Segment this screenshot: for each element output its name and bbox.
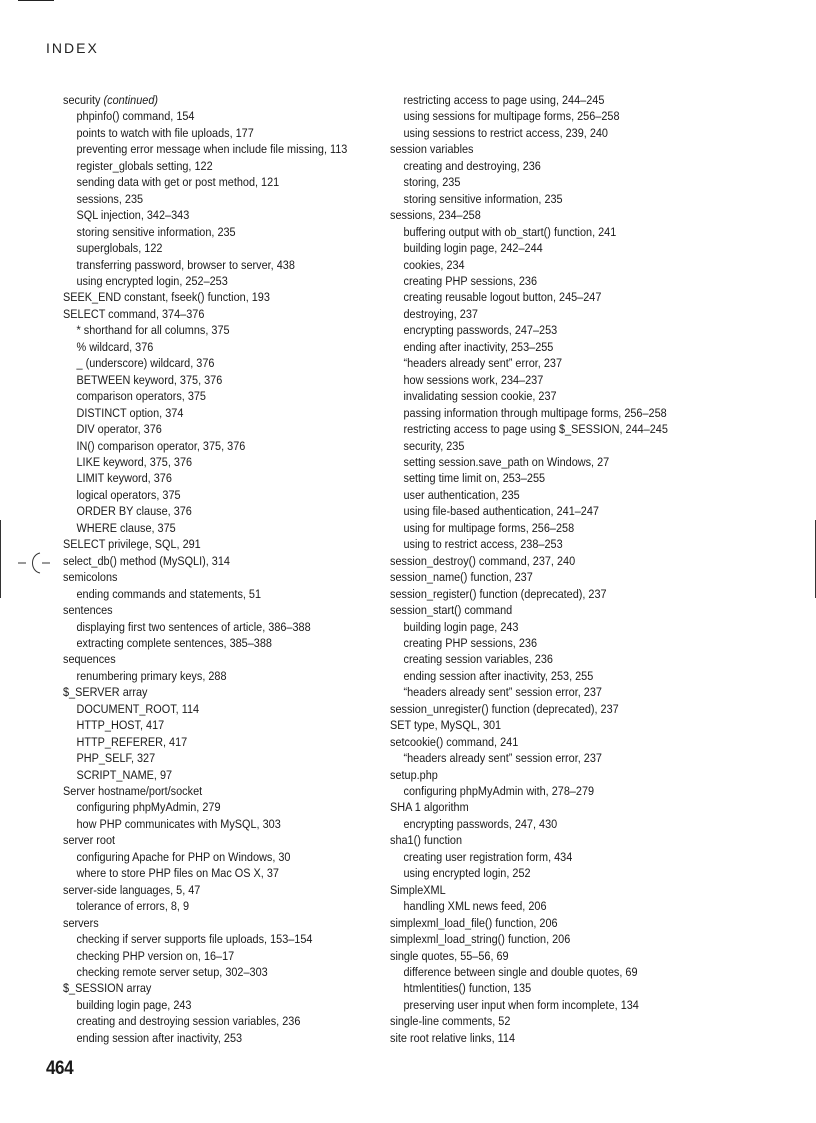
- index-subentry: [390, 454, 668, 470]
- index-subentry: [390, 898, 668, 914]
- entry-text: buffering output with ob_start() function, 241: [403, 224, 617, 239]
- index-entry: [390, 141, 668, 157]
- entry-text: HTTP_HOST, 417: [76, 718, 165, 733]
- index-subentry: [390, 322, 668, 338]
- index-entry: [63, 882, 347, 898]
- index-subentry: [390, 224, 668, 240]
- entry-text: * shorthand for all columns, 375: [76, 323, 230, 338]
- index-subentry: [63, 734, 347, 750]
- entry-text: superglobals, 122: [76, 241, 163, 256]
- entry-text: building login page, 242–244: [403, 241, 543, 256]
- index-subentry: [63, 931, 347, 947]
- entry-text: how PHP communicates with MySQL, 303: [76, 816, 281, 831]
- entry-text: handling XML news feed, 206: [403, 899, 547, 914]
- index-entry: [390, 569, 668, 585]
- index-entry: [390, 931, 668, 947]
- index-entry: [63, 602, 347, 618]
- index-subentry: [390, 783, 668, 799]
- entry-text: preserving user input when form incomplete, 134: [403, 997, 639, 1012]
- entry-text: BETWEEN keyword, 375, 376: [76, 372, 223, 387]
- entry-text: using to restrict access, 238–253: [403, 537, 563, 552]
- entry-text: SELECT command, 374–376: [63, 306, 205, 321]
- entry-text: “headers already sent” session error, 237: [403, 685, 602, 700]
- index-entry: [63, 915, 347, 931]
- entry-text: simplexml_load_string() function, 206: [390, 932, 571, 947]
- entry-text: creating PHP sessions, 236: [403, 273, 538, 288]
- entry-text: transferring password, browser to server, 438: [76, 257, 295, 272]
- entry-text: using for multipage forms, 256–258: [403, 520, 575, 535]
- index-entry: [390, 915, 668, 931]
- entry-text: ending after inactivity, 253–255: [403, 339, 554, 354]
- entry-text: DIV operator, 376: [76, 422, 162, 437]
- index-subentry: [63, 224, 347, 240]
- index-subentry: [63, 767, 347, 783]
- index-entry: [390, 882, 668, 898]
- entry-text: storing sensitive information, 235: [76, 224, 236, 239]
- entry-text: LIMIT keyword, 376: [76, 471, 172, 486]
- index-subentry: [63, 997, 347, 1013]
- index-entry: [63, 289, 347, 305]
- entry-text: extracting complete sentences, 385–388: [76, 635, 272, 650]
- crop-mark-top: [18, 0, 54, 1]
- entry-text: configuring phpMyAdmin with, 278–279: [403, 784, 595, 799]
- index-subentry: [63, 586, 347, 602]
- entry-text: logical operators, 375: [76, 487, 181, 502]
- index-subentry: [63, 701, 347, 717]
- index-subentry: [390, 816, 668, 832]
- entry-text: ending commands and statements, 51: [76, 586, 262, 601]
- entry-text: session_start() command: [390, 603, 513, 618]
- index-subentry: [390, 520, 668, 536]
- entry-text: security: [63, 93, 101, 107]
- index-subentry: [63, 372, 347, 388]
- index-subentry: [63, 948, 347, 964]
- index-subentry: [390, 306, 668, 322]
- index-subentry: [63, 355, 347, 371]
- entry-text: PHP_SELF, 327: [76, 751, 156, 766]
- index-entry: [390, 1013, 668, 1029]
- index-subentry: [63, 438, 347, 454]
- entry-text: storing, 235: [403, 175, 461, 190]
- index-subentry: [63, 322, 347, 338]
- index-subentry: [390, 240, 668, 256]
- entry-text: sessions, 234–258: [390, 208, 481, 223]
- index-entry: [63, 651, 347, 667]
- entry-text: comparison operators, 375: [76, 389, 206, 404]
- index-subentry: [390, 108, 668, 124]
- index-subentry: [63, 141, 347, 157]
- index-entry: [390, 717, 668, 733]
- entry-text: SELECT privilege, SQL, 291: [63, 537, 201, 552]
- entry-text: sentences: [63, 603, 113, 618]
- index-subentry: [63, 388, 347, 404]
- entry-text: IN() comparison operator, 375, 376: [76, 438, 246, 453]
- index-subentry: [63, 799, 347, 815]
- index-subentry: [390, 372, 668, 388]
- entry-text: SimpleXML: [390, 882, 446, 897]
- index-subentry: [390, 651, 668, 667]
- index-entry: [390, 948, 668, 964]
- entry-qualifier: (continued): [103, 93, 159, 107]
- binding-mark-icon: [18, 550, 50, 576]
- entry-text: cookies, 234: [403, 257, 465, 272]
- index-subentry: [63, 668, 347, 684]
- index-subentry: [390, 125, 668, 141]
- index-entry: [390, 586, 668, 602]
- index-subentry: [390, 92, 668, 108]
- index-subentry: [390, 684, 668, 700]
- index-column-left: [63, 92, 347, 1046]
- entry-text: site root relative links, 114: [390, 1030, 516, 1045]
- index-subentry: [390, 536, 668, 552]
- index-entry: [390, 701, 668, 717]
- index-subentry: [63, 964, 347, 980]
- index-subentry: [390, 191, 668, 207]
- entry-text: session_unregister() function (deprecated), 237: [390, 701, 619, 716]
- index-entry: [390, 207, 668, 223]
- entry-text: using sessions for multipage forms, 256–258: [403, 109, 620, 124]
- index-subentry: [63, 421, 347, 437]
- index-subentry: [63, 257, 347, 273]
- entry-text: servers: [63, 915, 99, 930]
- entry-text: using encrypted login, 252: [403, 866, 531, 881]
- entry-text: creating reusable logout button, 245–247: [403, 290, 602, 305]
- entry-text: security, 235: [403, 438, 465, 453]
- index-entry: [390, 1030, 668, 1046]
- entry-text: htmlentities() function, 135: [403, 981, 532, 996]
- entry-text: _ (underscore) wildcard, 376: [76, 356, 215, 371]
- entry-text: restricting access to page using $_SESSION, 244–245: [403, 422, 668, 437]
- entry-text: using file-based authentication, 241–247: [403, 504, 599, 519]
- index-subentry: [63, 273, 347, 289]
- index-subentry: [63, 717, 347, 733]
- entry-text: SET type, MySQL, 301: [390, 718, 502, 733]
- index-subentry: [390, 619, 668, 635]
- index-subentry: [63, 405, 347, 421]
- index-subentry: [63, 108, 347, 124]
- entry-text: using encrypted login, 252–253: [76, 273, 228, 288]
- entry-text: SQL injection, 342–343: [76, 208, 190, 223]
- entry-text: phpinfo() command, 154: [76, 109, 195, 124]
- index-entry: [390, 767, 668, 783]
- entry-text: sha1() function: [390, 833, 462, 848]
- entry-text: select_db() method (MySQLI), 314: [63, 553, 230, 568]
- entry-text: configuring Apache for PHP on Windows, 30: [76, 849, 291, 864]
- index-entry: [63, 306, 347, 322]
- index-entry: [390, 734, 668, 750]
- index-entry: [63, 783, 347, 799]
- entry-text: setting time limit on, 253–255: [403, 471, 546, 486]
- entry-text: difference between single and double quotes, 69: [403, 965, 638, 980]
- index-subentry: [390, 980, 668, 996]
- entry-text: DISTINCT option, 374: [76, 405, 184, 420]
- entry-text: storing sensitive information, 235: [403, 191, 563, 206]
- entry-text: “headers already sent” session error, 237: [403, 751, 602, 766]
- entry-text: sessions, 235: [76, 191, 144, 206]
- entry-text: semicolons: [63, 570, 118, 585]
- entry-text: creating and destroying, 236: [403, 158, 541, 173]
- index-subentry: [390, 503, 668, 519]
- entry-text: creating PHP sessions, 236: [403, 635, 538, 650]
- entry-text: preventing error message when include file missing, 113: [76, 142, 348, 157]
- entry-text: $_SESSION array: [63, 981, 152, 996]
- index-subentry: [63, 898, 347, 914]
- entry-text: setcookie() command, 241: [390, 734, 519, 749]
- index-subentry: [390, 421, 668, 437]
- index-subentry: [63, 125, 347, 141]
- index-subentry: [390, 964, 668, 980]
- index-subentry: [63, 865, 347, 881]
- entry-text: tolerance of errors, 8, 9: [76, 899, 190, 914]
- entry-text: passing information through multipage forms, 256–258: [403, 405, 667, 420]
- entry-text: $_SERVER array: [63, 685, 148, 700]
- entry-text: “headers already sent” error, 237: [403, 356, 563, 371]
- entry-text: checking if server supports file uploads, 153–154: [76, 932, 313, 947]
- entry-text: configuring phpMyAdmin, 279: [76, 800, 221, 815]
- index-subentry: [63, 816, 347, 832]
- index-entry: [390, 602, 668, 618]
- index-subentry: [390, 405, 668, 421]
- index-subentry: [390, 470, 668, 486]
- entry-text: checking PHP version on, 16–17: [76, 948, 235, 963]
- index-subentry: [63, 174, 347, 190]
- index-entry: [390, 799, 668, 815]
- entry-text: Server hostname/port/socket: [63, 784, 203, 799]
- entry-text: LIKE keyword, 375, 376: [76, 454, 193, 469]
- index-subentry: [63, 454, 347, 470]
- entry-text: invalidating session cookie, 237: [403, 389, 557, 404]
- index-subentry: [390, 257, 668, 273]
- index-entry: [63, 92, 347, 108]
- index-subentry: [390, 388, 668, 404]
- entry-text: creating session variables, 236: [403, 652, 553, 667]
- index-subentry: [63, 503, 347, 519]
- index-subentry: [390, 487, 668, 503]
- index-subentry: [390, 289, 668, 305]
- index-subentry: [63, 619, 347, 635]
- entry-text: HTTP_REFERER, 417: [76, 734, 188, 749]
- entry-text: building login page, 243: [76, 997, 192, 1012]
- entry-text: sequences: [63, 652, 116, 667]
- entry-text: building login page, 243: [403, 619, 519, 634]
- entry-text: simplexml_load_file() function, 206: [390, 915, 558, 930]
- index-subentry: [390, 174, 668, 190]
- index-subentry: [390, 273, 668, 289]
- index-subentry: [390, 668, 668, 684]
- entry-text: using sessions to restrict access, 239, 240: [403, 125, 608, 140]
- entry-text: creating user registration form, 434: [403, 849, 573, 864]
- entry-text: encrypting passwords, 247–253: [403, 323, 558, 338]
- index-entry: [63, 684, 347, 700]
- index-subentry: [63, 1013, 347, 1029]
- index-subentry: [390, 865, 668, 881]
- entry-text: single-line comments, 52: [390, 1014, 511, 1029]
- entry-text: session_destroy() command, 237, 240: [390, 553, 576, 568]
- entry-text: session variables: [390, 142, 474, 157]
- entry-text: ending session after inactivity, 253, 255: [403, 668, 594, 683]
- index-subentry: [390, 339, 668, 355]
- entry-text: creating and destroying session variables, 236: [76, 1014, 301, 1029]
- index-entry: [63, 553, 347, 569]
- index-subentry: [390, 635, 668, 651]
- entry-text: server-side languages, 5, 47: [63, 882, 201, 897]
- index-subentry: [390, 355, 668, 371]
- index-entry: [63, 569, 347, 585]
- entry-text: SCRIPT_NAME, 97: [76, 767, 173, 782]
- index-subentry: [63, 750, 347, 766]
- index-subentry: [390, 997, 668, 1013]
- entry-text: user authentication, 235: [403, 487, 520, 502]
- index-subentry: [63, 339, 347, 355]
- entry-text: ORDER BY clause, 376: [76, 504, 192, 519]
- entry-text: server root: [63, 833, 116, 848]
- entry-text: WHERE clause, 375: [76, 520, 176, 535]
- index-subentry: [63, 635, 347, 651]
- entry-text: ending session after inactivity, 253: [76, 1030, 243, 1045]
- entry-text: checking remote server setup, 302–303: [76, 965, 268, 980]
- entry-text: setup.php: [390, 767, 438, 782]
- entry-text: session_name() function, 237: [390, 570, 533, 585]
- entry-text: sending data with get or post method, 121: [76, 175, 280, 190]
- entry-text: how sessions work, 234–237: [403, 372, 544, 387]
- index-subentry: [390, 158, 668, 174]
- page-number: 464: [46, 1058, 74, 1079]
- entry-text: renumbering primary keys, 288: [76, 668, 227, 683]
- index-subentry: [390, 438, 668, 454]
- index-subentry: [63, 470, 347, 486]
- entry-text: destroying, 237: [403, 306, 478, 321]
- index-entry: [390, 832, 668, 848]
- registration-line-left: [0, 520, 1, 598]
- index-subentry: [390, 849, 668, 865]
- index-subentry: [63, 1030, 347, 1046]
- index-subentry: [63, 158, 347, 174]
- entry-text: single quotes, 55–56, 69: [390, 948, 509, 963]
- running-header: INDEX: [46, 40, 99, 56]
- entry-text: points to watch with file uploads, 177: [76, 125, 254, 140]
- entry-text: register_globals setting, 122: [76, 158, 213, 173]
- index-subentry: [63, 520, 347, 536]
- index-column-right: [390, 92, 668, 1046]
- entry-text: session_register() function (deprecated), 237: [390, 586, 607, 601]
- index-entry: [390, 553, 668, 569]
- entry-text: % wildcard, 376: [76, 339, 154, 354]
- index-subentry: [63, 240, 347, 256]
- index-subentry: [63, 849, 347, 865]
- index-subentry: [390, 750, 668, 766]
- index-entry: [63, 536, 347, 552]
- entry-text: DOCUMENT_ROOT, 114: [76, 701, 200, 716]
- index-subentry: [63, 191, 347, 207]
- index-entry: [63, 832, 347, 848]
- entry-text: setting session.save_path on Windows, 27: [403, 454, 610, 469]
- entry-text: displaying first two sentences of article, 386–388: [76, 619, 311, 634]
- entry-text: SHA 1 algorithm: [390, 800, 469, 815]
- index-entry: [63, 980, 347, 996]
- index-subentry: [63, 487, 347, 503]
- entry-text: where to store PHP files on Mac OS X, 37: [76, 866, 279, 881]
- entry-text: encrypting passwords, 247, 430: [403, 816, 558, 831]
- index-subentry: [63, 207, 347, 223]
- entry-text: restricting access to page using, 244–245: [403, 93, 605, 107]
- entry-text: SEEK_END constant, fseek() function, 193: [63, 290, 270, 305]
